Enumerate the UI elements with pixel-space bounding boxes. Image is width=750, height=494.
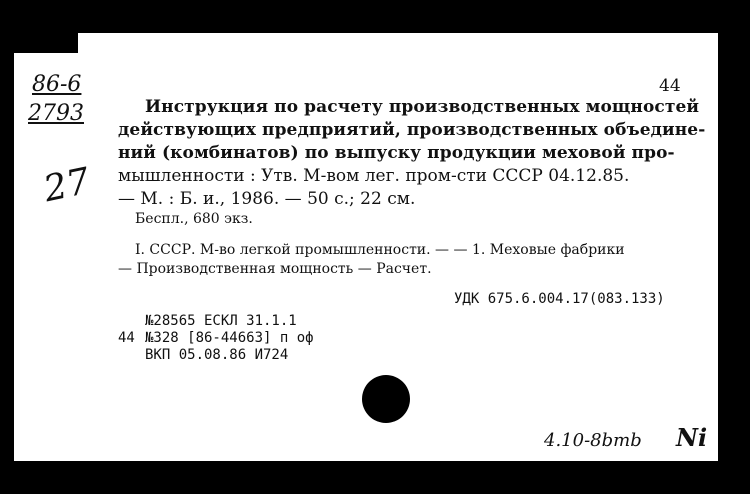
handwritten-margin-mark: 27 — [40, 160, 94, 211]
title-line-1: Инструкция по расчету производственных мощностей — [145, 97, 700, 117]
punch-hole — [362, 375, 410, 423]
udk-classification: УДК 675.6.004.17(083.133) — [454, 291, 665, 307]
price-line: Беспл., 680 экз. — [135, 211, 253, 227]
registry-line-1: №28565 ЕСКЛ 31.1.1 — [145, 313, 297, 329]
title-line-3: ний (комбинатов) по выпуску продукции меховой про- — [118, 143, 675, 163]
registry-line-2: №328 [86-44663] п оф — [145, 330, 314, 346]
handwritten-top-code: 86-6 — [32, 72, 82, 97]
subject-line-1: I. СССР. М-во легкой промышленности. — — 1. Меховые фабрики — [135, 242, 625, 258]
handwritten-second-code: 2793 — [28, 101, 84, 126]
detail-line-1: мышленности : Утв. М-вом лег. пром-сти СССР 04.12.85. — [118, 166, 630, 186]
catalog-card — [14, 33, 718, 461]
card-corner-notch — [14, 33, 78, 53]
subject-line-2: — Производственная мощность — Расчет. — [118, 261, 432, 277]
detail-line-2: — М. : Б. и., 1986. — 50 с.; 22 см. — [118, 189, 416, 209]
registry-prefix: 44 — [118, 330, 135, 346]
handwritten-bottom-note: 4.10-8bmb — [544, 430, 642, 451]
registry-line-3: ВКП 05.08.86 И724 — [145, 347, 289, 363]
title-line-2: действующих предприятий, производственных объедине- — [118, 120, 706, 140]
card-number: 44 — [659, 76, 681, 96]
handwritten-signature: Ni — [676, 423, 708, 452]
